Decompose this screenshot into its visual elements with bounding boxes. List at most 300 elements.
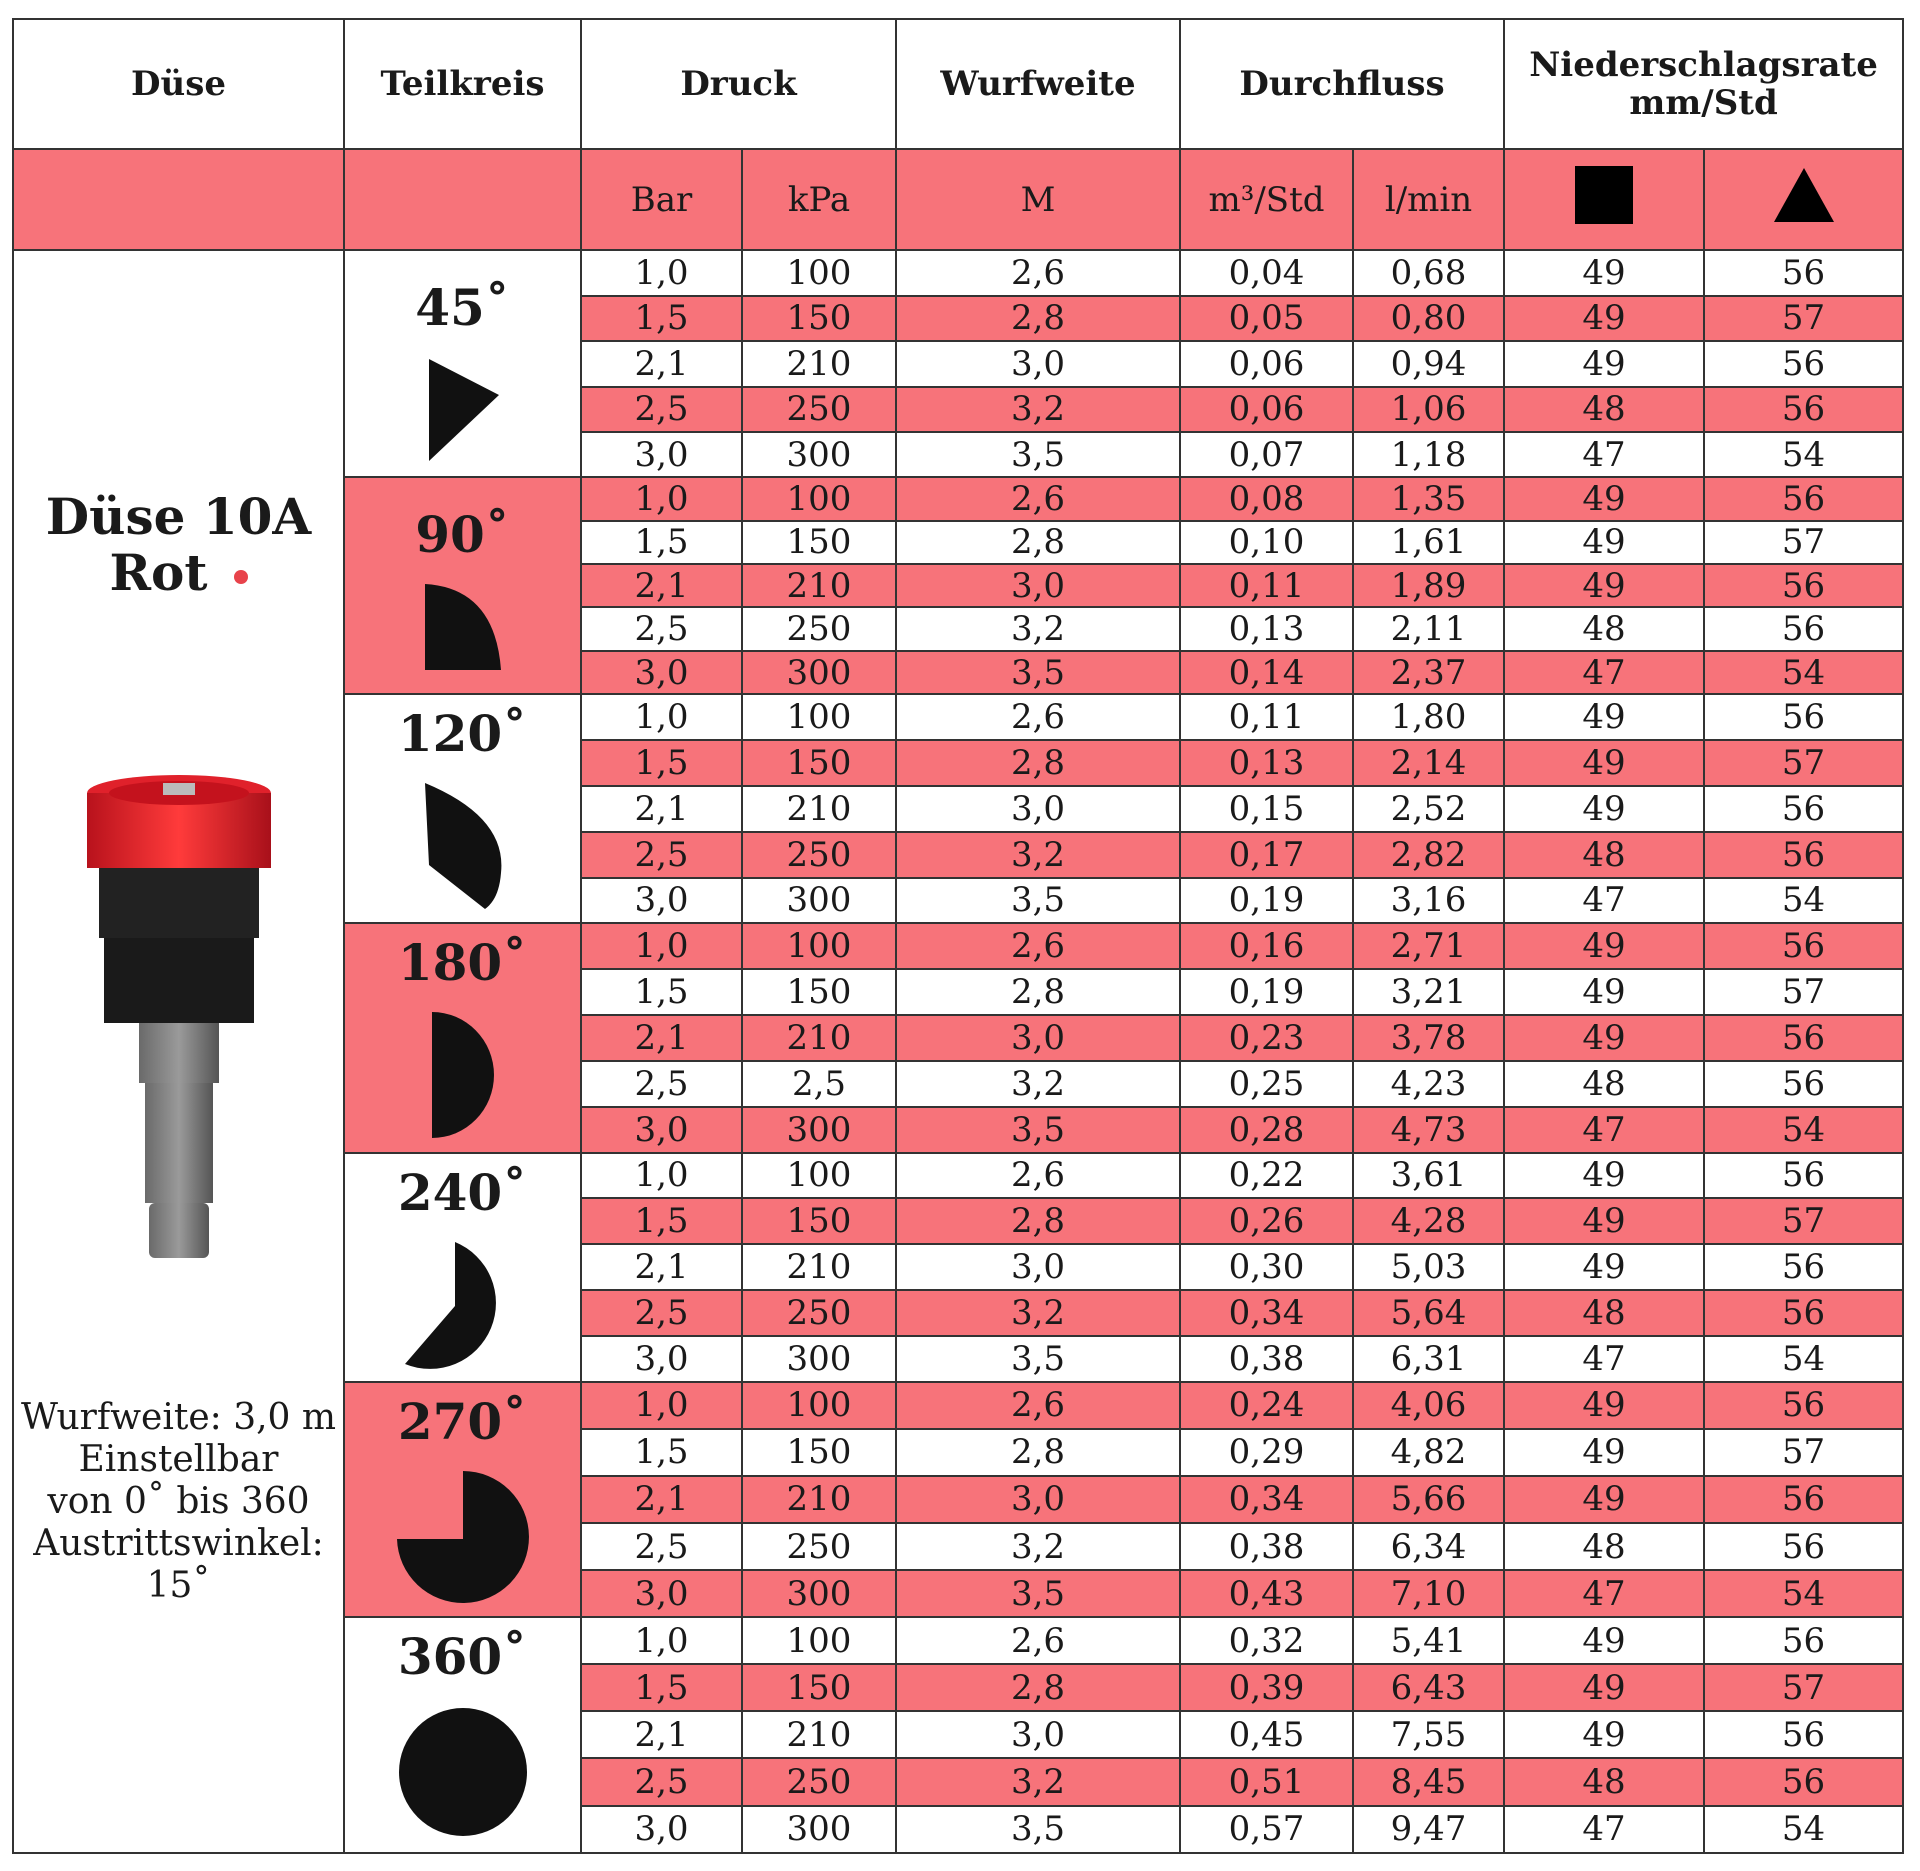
sector-label: 180˚ bbox=[397, 933, 528, 993]
triangle-spacing-icon bbox=[1704, 149, 1903, 250]
nozzle-desc-radius: Wurfweite: 3,0 m bbox=[20, 1397, 337, 1439]
cell-lmin: 3,21 bbox=[1353, 969, 1504, 1015]
cell-precip-square: 49 bbox=[1504, 1382, 1704, 1429]
cell-m3h: 0,34 bbox=[1180, 1476, 1353, 1523]
cell-bar: 1,5 bbox=[581, 1198, 742, 1244]
cell-precip-square: 48 bbox=[1504, 1061, 1704, 1107]
cell-m3h: 0,17 bbox=[1180, 832, 1353, 878]
header-row bbox=[13, 19, 1903, 149]
cell-precip-square: 47 bbox=[1504, 1107, 1704, 1153]
cell-bar: 2,1 bbox=[581, 786, 742, 832]
cell-lmin: 0,80 bbox=[1353, 296, 1504, 341]
cell-radius: 3,5 bbox=[896, 1806, 1180, 1854]
cell-bar: 2,5 bbox=[581, 1290, 742, 1336]
cell-precip-square: 49 bbox=[1504, 694, 1704, 740]
cell-radius: 2,6 bbox=[896, 694, 1180, 740]
cell-precip-triangle: 56 bbox=[1704, 387, 1903, 432]
sector-270-icon bbox=[393, 1469, 533, 1605]
cell-radius: 3,2 bbox=[896, 607, 1180, 650]
cell-radius: 3,5 bbox=[896, 432, 1180, 477]
unit-lmin: l/min bbox=[1353, 149, 1504, 250]
cell-precip-triangle: 56 bbox=[1704, 1290, 1903, 1336]
cell-precip-square: 47 bbox=[1504, 1570, 1704, 1617]
cell-precip-triangle: 57 bbox=[1704, 1198, 1903, 1244]
cell-precip-triangle: 56 bbox=[1704, 1711, 1903, 1758]
cell-lmin: 4,23 bbox=[1353, 1061, 1504, 1107]
cell-precip-triangle: 56 bbox=[1704, 786, 1903, 832]
cell-lmin: 4,28 bbox=[1353, 1198, 1504, 1244]
cell-lmin: 3,78 bbox=[1353, 1015, 1504, 1061]
cell-lmin: 4,06 bbox=[1353, 1382, 1504, 1429]
cell-radius: 3,2 bbox=[896, 1758, 1180, 1805]
cell-precip-triangle: 56 bbox=[1704, 1523, 1903, 1570]
cell-bar: 1,5 bbox=[581, 1429, 742, 1476]
sector-shape-icon bbox=[421, 781, 505, 915]
cell-radius: 3,2 bbox=[896, 1290, 1180, 1336]
cell-m3h: 0,13 bbox=[1180, 607, 1353, 650]
cell-m3h: 0,13 bbox=[1180, 740, 1353, 786]
cell-precip-square: 47 bbox=[1504, 878, 1704, 924]
cell-lmin: 2,14 bbox=[1353, 740, 1504, 786]
cell-precip-square: 49 bbox=[1504, 564, 1704, 607]
sector-label: 270˚ bbox=[397, 1391, 528, 1451]
cell-radius: 3,5 bbox=[896, 651, 1180, 694]
cell-kpa: 150 bbox=[742, 1198, 896, 1244]
sector-cell bbox=[344, 250, 581, 477]
cell-precip-square: 49 bbox=[1504, 1198, 1704, 1244]
cell-precip-triangle: 56 bbox=[1704, 607, 1903, 650]
sector-45-icon bbox=[423, 355, 503, 465]
cell-bar: 2,1 bbox=[581, 1015, 742, 1061]
nozzle-desc-adjustable: Einstellbar bbox=[78, 1439, 279, 1481]
cell-lmin: 1,06 bbox=[1353, 387, 1504, 432]
cell-bar: 3,0 bbox=[581, 1570, 742, 1617]
cell-lmin: 2,52 bbox=[1353, 786, 1504, 832]
cell-radius: 2,8 bbox=[896, 740, 1180, 786]
cell-kpa: 210 bbox=[742, 1711, 896, 1758]
cell-lmin: 5,66 bbox=[1353, 1476, 1504, 1523]
cell-bar: 2,1 bbox=[581, 564, 742, 607]
cell-bar: 2,5 bbox=[581, 1758, 742, 1805]
cell-precip-triangle: 54 bbox=[1704, 1107, 1903, 1153]
sector-shape-icon bbox=[393, 1469, 533, 1609]
cell-precip-triangle: 56 bbox=[1704, 1153, 1903, 1199]
cell-radius: 3,0 bbox=[896, 1711, 1180, 1758]
units-blank-nozzle bbox=[13, 149, 344, 250]
cell-bar: 3,0 bbox=[581, 1107, 742, 1153]
cell-precip-triangle: 56 bbox=[1704, 1476, 1903, 1523]
cell-precip-square: 49 bbox=[1504, 1664, 1704, 1711]
cell-kpa: 300 bbox=[742, 1806, 896, 1854]
cell-kpa: 250 bbox=[742, 607, 896, 650]
sector-label: 45˚ bbox=[415, 278, 510, 338]
cell-kpa: 100 bbox=[742, 923, 896, 969]
cell-precip-square: 49 bbox=[1504, 1153, 1704, 1199]
cell-precip-square: 47 bbox=[1504, 651, 1704, 694]
cell-m3h: 0,14 bbox=[1180, 651, 1353, 694]
cell-kpa: 300 bbox=[742, 1107, 896, 1153]
cell-precip-square: 49 bbox=[1504, 1476, 1704, 1523]
cell-radius: 3,0 bbox=[896, 341, 1180, 386]
cell-lmin: 3,16 bbox=[1353, 878, 1504, 924]
cell-precip-triangle: 54 bbox=[1704, 1806, 1903, 1854]
cell-lmin: 3,61 bbox=[1353, 1153, 1504, 1199]
cell-kpa: 100 bbox=[742, 1617, 896, 1664]
cell-kpa: 250 bbox=[742, 387, 896, 432]
cell-bar: 2,5 bbox=[581, 832, 742, 878]
cell-m3h: 0,32 bbox=[1180, 1617, 1353, 1664]
color-dot-icon bbox=[234, 570, 248, 584]
header-flow: Durchfluss bbox=[1180, 19, 1504, 149]
cell-kpa: 250 bbox=[742, 1290, 896, 1336]
header-nozzle: Düse bbox=[13, 19, 344, 149]
sector-shape-icon bbox=[423, 355, 503, 469]
cell-bar: 1,5 bbox=[581, 969, 742, 1015]
cell-radius: 3,5 bbox=[896, 1107, 1180, 1153]
cell-lmin: 6,43 bbox=[1353, 1664, 1504, 1711]
sector-360-icon bbox=[395, 1704, 531, 1840]
cell-kpa: 300 bbox=[742, 878, 896, 924]
sector-cell bbox=[344, 1153, 581, 1382]
cell-m3h: 0,57 bbox=[1180, 1806, 1353, 1854]
cell-precip-square: 49 bbox=[1504, 923, 1704, 969]
sector-shape-icon bbox=[430, 1010, 496, 1144]
cell-m3h: 0,23 bbox=[1180, 1015, 1353, 1061]
cell-precip-triangle: 56 bbox=[1704, 1061, 1903, 1107]
cell-radius: 3,0 bbox=[896, 564, 1180, 607]
cell-precip-triangle: 56 bbox=[1704, 1758, 1903, 1805]
cell-m3h: 0,05 bbox=[1180, 296, 1353, 341]
cell-radius: 3,5 bbox=[896, 1570, 1180, 1617]
cell-precip-square: 49 bbox=[1504, 1711, 1704, 1758]
unit-kpa: kPa bbox=[742, 149, 896, 250]
cell-precip-square: 48 bbox=[1504, 1290, 1704, 1336]
cell-precip-triangle: 56 bbox=[1704, 1015, 1903, 1061]
cell-kpa: 100 bbox=[742, 477, 896, 520]
nozzle-desc-angle-label: Austrittswinkel: bbox=[33, 1523, 324, 1565]
cell-kpa: 100 bbox=[742, 694, 896, 740]
header-radius: Wurfweite bbox=[896, 19, 1180, 149]
cell-precip-triangle: 54 bbox=[1704, 651, 1903, 694]
sector-cell bbox=[344, 694, 581, 923]
cell-precip-triangle: 57 bbox=[1704, 1664, 1903, 1711]
cell-m3h: 0,29 bbox=[1180, 1429, 1353, 1476]
cell-bar: 1,0 bbox=[581, 250, 742, 295]
cell-precip-square: 49 bbox=[1504, 296, 1704, 341]
cell-precip-square: 49 bbox=[1504, 786, 1704, 832]
cell-kpa: 210 bbox=[742, 1476, 896, 1523]
cell-precip-triangle: 57 bbox=[1704, 969, 1903, 1015]
cell-bar: 1,0 bbox=[581, 1153, 742, 1199]
cell-precip-square: 47 bbox=[1504, 432, 1704, 477]
cell-lmin: 7,10 bbox=[1353, 1570, 1504, 1617]
cell-radius: 2,8 bbox=[896, 969, 1180, 1015]
cell-radius: 3,5 bbox=[896, 1336, 1180, 1382]
cell-precip-square: 47 bbox=[1504, 1806, 1704, 1854]
cell-precip-triangle: 56 bbox=[1704, 250, 1903, 295]
sector-shape-icon bbox=[423, 582, 503, 678]
sector-cell bbox=[344, 1617, 581, 1853]
cell-bar: 3,0 bbox=[581, 1806, 742, 1854]
sector-label: 90˚ bbox=[415, 505, 510, 565]
nozzle-color-name: Rot bbox=[109, 543, 208, 603]
cell-lmin: 1,35 bbox=[1353, 477, 1504, 520]
cell-precip-square: 48 bbox=[1504, 1523, 1704, 1570]
cell-lmin: 1,80 bbox=[1353, 694, 1504, 740]
sector-shape-icon bbox=[403, 1240, 523, 1374]
cell-precip-triangle: 57 bbox=[1704, 1429, 1903, 1476]
cell-m3h: 0,51 bbox=[1180, 1758, 1353, 1805]
unit-m3h: m³/Std bbox=[1180, 149, 1353, 250]
cell-radius: 3,0 bbox=[896, 786, 1180, 832]
cell-bar: 2,5 bbox=[581, 387, 742, 432]
nozzle-description bbox=[14, 1397, 343, 1607]
cell-m3h: 0,06 bbox=[1180, 341, 1353, 386]
cell-precip-triangle: 57 bbox=[1704, 521, 1903, 564]
cell-bar: 1,0 bbox=[581, 1382, 742, 1429]
cell-lmin: 0,94 bbox=[1353, 341, 1504, 386]
cell-m3h: 0,26 bbox=[1180, 1198, 1353, 1244]
cell-m3h: 0,34 bbox=[1180, 1290, 1353, 1336]
cell-bar: 2,5 bbox=[581, 607, 742, 650]
cell-lmin: 8,45 bbox=[1353, 1758, 1504, 1805]
cell-m3h: 0,19 bbox=[1180, 969, 1353, 1015]
sector-90-icon bbox=[423, 582, 503, 674]
nozzle-product-image bbox=[79, 773, 279, 1263]
cell-bar: 1,5 bbox=[581, 1664, 742, 1711]
cell-m3h: 0,07 bbox=[1180, 432, 1353, 477]
cell-m3h: 0,06 bbox=[1180, 387, 1353, 432]
header-sector: Teilkreis bbox=[344, 19, 581, 149]
cell-bar: 3,0 bbox=[581, 878, 742, 924]
cell-lmin: 5,03 bbox=[1353, 1244, 1504, 1290]
cell-kpa: 100 bbox=[742, 250, 896, 295]
cell-kpa: 150 bbox=[742, 1664, 896, 1711]
nozzle-name: Düse 10A bbox=[45, 487, 312, 547]
cell-m3h: 0,39 bbox=[1180, 1664, 1353, 1711]
cell-precip-triangle: 56 bbox=[1704, 1382, 1903, 1429]
cell-precip-square: 48 bbox=[1504, 607, 1704, 650]
cell-radius: 2,6 bbox=[896, 923, 1180, 969]
cell-kpa: 150 bbox=[742, 521, 896, 564]
cell-precip-triangle: 54 bbox=[1704, 878, 1903, 924]
sector-label: 240˚ bbox=[397, 1162, 528, 1222]
cell-m3h: 0,38 bbox=[1180, 1523, 1353, 1570]
cell-bar: 1,5 bbox=[581, 521, 742, 564]
cell-radius: 2,6 bbox=[896, 250, 1180, 295]
cell-precip-square: 48 bbox=[1504, 832, 1704, 878]
cell-lmin: 2,37 bbox=[1353, 651, 1504, 694]
cell-kpa: 210 bbox=[742, 1244, 896, 1290]
cell-precip-square: 49 bbox=[1504, 1429, 1704, 1476]
cell-bar: 2,5 bbox=[581, 1523, 742, 1570]
header-precipitation-title: Niederschlagsrate bbox=[1529, 45, 1878, 86]
cell-kpa: 210 bbox=[742, 564, 896, 607]
cell-kpa: 150 bbox=[742, 296, 896, 341]
cell-lmin: 2,71 bbox=[1353, 923, 1504, 969]
header-precipitation bbox=[1504, 19, 1903, 149]
cell-lmin: 1,89 bbox=[1353, 564, 1504, 607]
cell-lmin: 1,61 bbox=[1353, 521, 1504, 564]
cell-precip-triangle: 54 bbox=[1704, 1570, 1903, 1617]
cell-precip-triangle: 57 bbox=[1704, 740, 1903, 786]
nozzle-desc-range: von 0˚ bis 360 bbox=[47, 1481, 310, 1523]
cell-radius: 2,8 bbox=[896, 1664, 1180, 1711]
cell-precip-triangle: 54 bbox=[1704, 1336, 1903, 1382]
cell-m3h: 0,15 bbox=[1180, 786, 1353, 832]
cell-kpa: 210 bbox=[742, 341, 896, 386]
cell-kpa: 250 bbox=[742, 1523, 896, 1570]
cell-kpa: 150 bbox=[742, 969, 896, 1015]
cell-bar: 1,0 bbox=[581, 923, 742, 969]
cell-bar: 1,0 bbox=[581, 477, 742, 520]
cell-m3h: 0,16 bbox=[1180, 923, 1353, 969]
sector-cell bbox=[344, 923, 581, 1152]
cell-precip-square: 49 bbox=[1504, 341, 1704, 386]
cell-m3h: 0,22 bbox=[1180, 1153, 1353, 1199]
cell-m3h: 0,38 bbox=[1180, 1336, 1353, 1382]
cell-radius: 3,2 bbox=[896, 387, 1180, 432]
cell-kpa: 250 bbox=[742, 832, 896, 878]
cell-kpa: 300 bbox=[742, 1336, 896, 1382]
cell-bar: 3,0 bbox=[581, 432, 742, 477]
cell-lmin: 2,11 bbox=[1353, 607, 1504, 650]
cell-kpa: 300 bbox=[742, 651, 896, 694]
sector-shape-icon bbox=[395, 1704, 531, 1844]
header-precipitation-unit: mm/Std bbox=[1629, 83, 1778, 124]
cell-bar: 1,0 bbox=[581, 694, 742, 740]
cell-m3h: 0,24 bbox=[1180, 1382, 1353, 1429]
cell-kpa: 300 bbox=[742, 1570, 896, 1617]
cell-bar: 1,5 bbox=[581, 740, 742, 786]
square-spacing-icon bbox=[1504, 149, 1704, 250]
cell-precip-triangle: 56 bbox=[1704, 564, 1903, 607]
cell-kpa: 150 bbox=[742, 740, 896, 786]
cell-lmin: 0,68 bbox=[1353, 250, 1504, 295]
cell-precip-triangle: 54 bbox=[1704, 432, 1903, 477]
cell-radius: 2,6 bbox=[896, 1617, 1180, 1664]
header-pressure: Druck bbox=[581, 19, 896, 149]
cell-m3h: 0,28 bbox=[1180, 1107, 1353, 1153]
cell-kpa: 100 bbox=[742, 1382, 896, 1429]
sector-240-icon bbox=[403, 1240, 523, 1370]
cell-precip-square: 49 bbox=[1504, 1244, 1704, 1290]
cell-bar: 2,5 bbox=[581, 1061, 742, 1107]
cell-radius: 2,8 bbox=[896, 296, 1180, 341]
table-row bbox=[13, 250, 1903, 295]
cell-bar: 2,1 bbox=[581, 1244, 742, 1290]
units-row bbox=[13, 149, 1903, 250]
cell-radius: 2,8 bbox=[896, 521, 1180, 564]
cell-precip-square: 49 bbox=[1504, 740, 1704, 786]
cell-precip-triangle: 56 bbox=[1704, 923, 1903, 969]
cell-precip-triangle: 56 bbox=[1704, 477, 1903, 520]
sector-120-icon bbox=[421, 781, 505, 911]
cell-precip-triangle: 56 bbox=[1704, 341, 1903, 386]
cell-lmin: 7,55 bbox=[1353, 1711, 1504, 1758]
cell-bar: 2,1 bbox=[581, 1711, 742, 1758]
cell-radius: 2,6 bbox=[896, 477, 1180, 520]
cell-precip-square: 48 bbox=[1504, 1758, 1704, 1805]
cell-kpa: 2,5 bbox=[742, 1061, 896, 1107]
unit-m: M bbox=[896, 149, 1180, 250]
cell-precip-triangle: 56 bbox=[1704, 1244, 1903, 1290]
cell-radius: 3,2 bbox=[896, 832, 1180, 878]
cell-m3h: 0,25 bbox=[1180, 1061, 1353, 1107]
cell-lmin: 4,73 bbox=[1353, 1107, 1504, 1153]
cell-lmin: 4,82 bbox=[1353, 1429, 1504, 1476]
sector-cell bbox=[344, 1382, 581, 1617]
cell-lmin: 2,82 bbox=[1353, 832, 1504, 878]
cell-m3h: 0,11 bbox=[1180, 564, 1353, 607]
cell-radius: 3,0 bbox=[896, 1476, 1180, 1523]
cell-bar: 1,5 bbox=[581, 296, 742, 341]
cell-kpa: 210 bbox=[742, 786, 896, 832]
cell-precip-triangle: 57 bbox=[1704, 296, 1903, 341]
sector-180-icon bbox=[430, 1010, 496, 1140]
cell-precip-triangle: 56 bbox=[1704, 1617, 1903, 1664]
cell-precip-triangle: 56 bbox=[1704, 694, 1903, 740]
cell-bar: 2,1 bbox=[581, 341, 742, 386]
nozzle-title bbox=[14, 489, 343, 601]
cell-m3h: 0,45 bbox=[1180, 1711, 1353, 1758]
cell-radius: 3,2 bbox=[896, 1523, 1180, 1570]
cell-lmin: 9,47 bbox=[1353, 1806, 1504, 1854]
cell-kpa: 150 bbox=[742, 1429, 896, 1476]
cell-m3h: 0,04 bbox=[1180, 250, 1353, 295]
nozzle-performance-table bbox=[12, 18, 1904, 1854]
cell-bar: 3,0 bbox=[581, 1336, 742, 1382]
cell-m3h: 0,10 bbox=[1180, 521, 1353, 564]
cell-precip-square: 49 bbox=[1504, 1617, 1704, 1664]
nozzle-info-cell bbox=[13, 250, 344, 1853]
cell-lmin: 5,41 bbox=[1353, 1617, 1504, 1664]
cell-precip-square: 48 bbox=[1504, 387, 1704, 432]
cell-precip-square: 47 bbox=[1504, 1336, 1704, 1382]
cell-m3h: 0,43 bbox=[1180, 1570, 1353, 1617]
cell-radius: 2,6 bbox=[896, 1382, 1180, 1429]
cell-radius: 3,0 bbox=[896, 1244, 1180, 1290]
nozzle-desc-angle: 15˚ bbox=[146, 1565, 211, 1607]
cell-precip-square: 49 bbox=[1504, 969, 1704, 1015]
cell-radius: 2,8 bbox=[896, 1429, 1180, 1476]
cell-precip-square: 49 bbox=[1504, 1015, 1704, 1061]
cell-radius: 3,2 bbox=[896, 1061, 1180, 1107]
cell-lmin: 6,31 bbox=[1353, 1336, 1504, 1382]
cell-m3h: 0,30 bbox=[1180, 1244, 1353, 1290]
units-blank-sector bbox=[344, 149, 581, 250]
cell-precip-square: 49 bbox=[1504, 250, 1704, 295]
cell-precip-square: 49 bbox=[1504, 477, 1704, 520]
cell-precip-triangle: 56 bbox=[1704, 832, 1903, 878]
cell-radius: 2,6 bbox=[896, 1153, 1180, 1199]
sector-label: 360˚ bbox=[397, 1627, 528, 1687]
cell-bar: 2,1 bbox=[581, 1476, 742, 1523]
cell-precip-square: 49 bbox=[1504, 521, 1704, 564]
cell-kpa: 100 bbox=[742, 1153, 896, 1199]
sector-label: 120˚ bbox=[397, 704, 528, 764]
cell-bar: 3,0 bbox=[581, 651, 742, 694]
cell-bar: 1,0 bbox=[581, 1617, 742, 1664]
unit-bar: Bar bbox=[581, 149, 742, 250]
cell-m3h: 0,19 bbox=[1180, 878, 1353, 924]
cell-lmin: 6,34 bbox=[1353, 1523, 1504, 1570]
cell-lmin: 1,18 bbox=[1353, 432, 1504, 477]
cell-kpa: 250 bbox=[742, 1758, 896, 1805]
cell-m3h: 0,08 bbox=[1180, 477, 1353, 520]
cell-m3h: 0,11 bbox=[1180, 694, 1353, 740]
cell-radius: 2,8 bbox=[896, 1198, 1180, 1244]
